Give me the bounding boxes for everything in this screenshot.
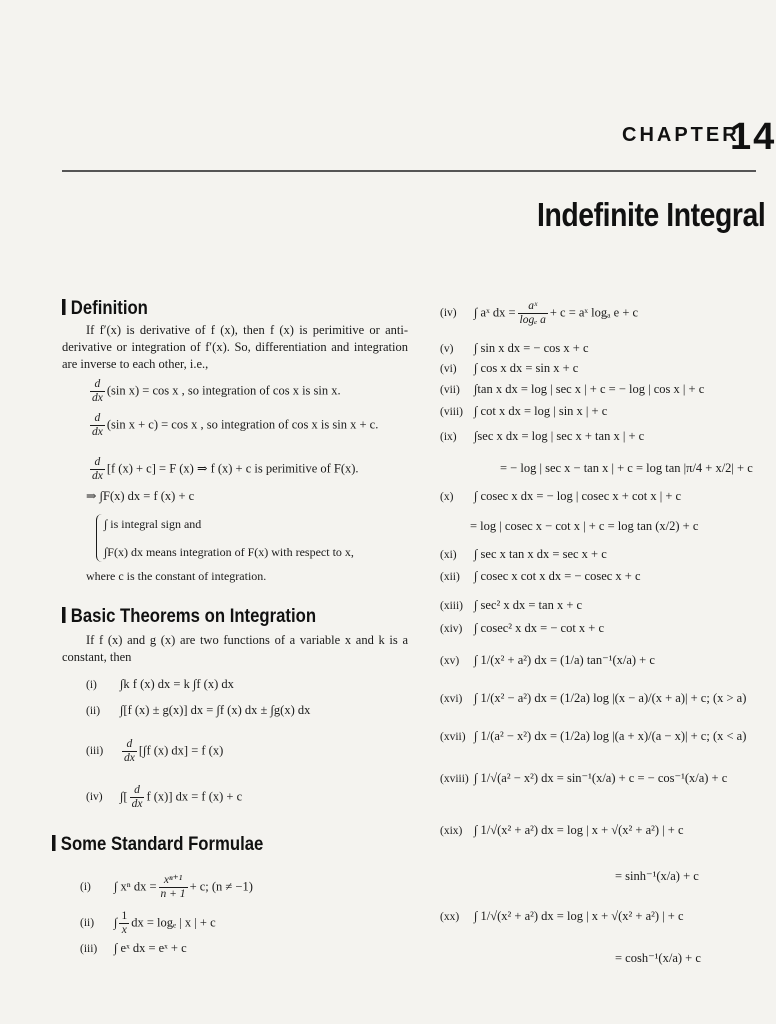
definition-example-1: $\frac{d}{dx}$ (sin x) = cos x , so integration of cos x is sin x. <box>92 378 341 404</box>
formula-item <box>615 868 699 884</box>
formula-item <box>440 908 684 925</box>
formula-item <box>440 546 607 563</box>
theorems-intro: If f (x) and g (x) are two functions of a variable x and k is a constant, then <box>62 633 408 664</box>
formula-text: ∫tan x dx = log | sec x | + c = − log | cos x | + c <box>474 382 705 396</box>
formula-text: = − log | sec x − tan x | + c = log tan |π/4 + x/2| + c <box>500 461 753 475</box>
formula-number: (v) <box>440 343 454 355</box>
formula-number: (xx) <box>440 911 460 923</box>
formula-text: ∫ 1/(a² − x²) dx = (1/2a) log |(a + x)/(a − x)| + c; (x < a) <box>474 729 747 743</box>
section-marker <box>62 607 66 623</box>
formula-text: ∫ sec² x dx = tan x + c <box>474 598 583 612</box>
formula-item <box>615 950 701 966</box>
theorem-item: (iv) ∫[ $\frac{d}{dx}$ f (x)] dx = f (x) + c <box>86 784 243 810</box>
formula-item <box>440 690 746 707</box>
formula-item <box>440 381 704 398</box>
formula-text: = sinh⁻¹(x/a) + c <box>615 869 699 883</box>
formula-text: ∫ 1/(x² − a²) dx = (1/2a) log |(x − a)/(x + a)| + c; (x > a) <box>474 691 747 705</box>
formula-text: ∫ cosec x cot x dx = − cosec x + c <box>474 569 641 583</box>
formula-item: (iv) ∫ aˣ dx = $\frac{\text{aˣ}}{\text{logₑ a}}$ + c = aˣ logₐ e + c <box>440 300 639 326</box>
formula-text: ∫ 1/√(x² + a²) dx = log | x + √(x² + a²) | + c <box>474 909 684 923</box>
formula-number: (xv) <box>440 655 460 667</box>
theorem-item: (ii) ∫[f (x) ± g(x)] dx = ∫f (x) dx ± ∫g(x) dx <box>86 703 311 717</box>
formula-item <box>440 428 644 445</box>
formula-item <box>440 728 746 745</box>
formula-text: ∫ 1/√(a² − x²) dx = sin⁻¹(x/a) + c = − cos⁻¹(x/a) + c <box>474 771 728 785</box>
definition-paragraph: If f′(x) is derivative of f (x), then f (x) is perimitive or anti-derivative or integration of f′(x). So, differentiation and integration are inverse to each other, i.e., <box>62 323 408 371</box>
chapter-number: 14 <box>730 116 776 158</box>
brace-line-2: ∫F(x) dx means integration of F(x) with respect to x, <box>104 545 354 559</box>
formula-number: (xviii) <box>440 773 469 785</box>
header-rule <box>62 170 756 172</box>
formula-text: = log | cosec x − cot x | + c = log tan (x/2) + c <box>470 519 699 533</box>
formula-number: (ix) <box>440 431 457 443</box>
formula-text: ∫sec x dx = log | sec x + tan x | + c <box>474 429 645 443</box>
formula-item <box>440 568 641 585</box>
brace-line-1: ∫ is integral sign and <box>104 517 202 531</box>
formula-text: = cosh⁻¹(x/a) + c <box>615 951 701 965</box>
formula-text: ∫ cot x dx = log | sin x | + c <box>474 404 608 418</box>
brace-symbol <box>96 514 103 562</box>
formula-item <box>440 652 655 669</box>
formula-text: ∫ 1/(x² + a²) dx = (1/a) tan⁻¹(x/a) + c <box>474 653 655 667</box>
formula-number: (vii) <box>440 384 460 396</box>
standard-item: (ii) ∫ $\frac{1}{x}$ dx = logₑ | x | + c <box>80 910 216 936</box>
formula-number: (vi) <box>440 363 457 375</box>
formula-number: (xvi) <box>440 693 463 705</box>
formula-text: ∫ cosec x dx = − log | cosec x + cot x | + c <box>474 489 682 503</box>
theorem-item: (iii) $\frac{d}{dx}$ [∫f (x) dx] = f (x) <box>86 738 224 764</box>
where-line: where c is the constant of integration. <box>86 569 267 583</box>
formula-number: (xvii) <box>440 731 466 743</box>
chapter-label: CHAPTER <box>622 124 740 146</box>
implies-line: ⇒ ∫F(x) dx = f (x) + c <box>86 489 195 503</box>
formula-text: ∫ 1/√(x² + a²) dx = log | x + √(x² + a²) | + c <box>474 823 684 837</box>
formula-text: ∫ sec x tan x dx = sec x + c <box>474 547 607 561</box>
standard-item: (iii) ∫ eˣ dx = eˣ + c <box>80 941 187 955</box>
definition-example-3: $\frac{d}{dx}$ [f (x) + c] = F (x) ⇒ f (x) + c is perimitive of F(x). <box>92 456 359 482</box>
formula-item <box>440 770 727 787</box>
formula-number: (xiv) <box>440 623 463 635</box>
standard-heading: Some Standard Formulae <box>52 834 263 856</box>
formula-item <box>440 822 684 839</box>
theorems-heading: Basic Theorems on Integration <box>62 606 316 628</box>
formula-item <box>440 403 607 420</box>
definition-heading: Definition <box>62 298 148 320</box>
formula-number: (viii) <box>440 406 463 418</box>
formula-item <box>440 597 582 614</box>
formula-number: (xi) <box>440 549 457 561</box>
formula-item <box>470 518 698 534</box>
formula-number: (x) <box>440 491 454 503</box>
formula-item <box>440 360 578 377</box>
formula-item <box>440 488 681 505</box>
definition-example-2: $\frac{d}{dx}$ (sin x + c) = cos x , so integration of cos x is sin x + c. <box>92 412 379 438</box>
formula-text: ∫ cosec² x dx = − cot x + c <box>474 621 605 635</box>
standard-item: (i) ∫ xⁿ dx = $\frac{\text{xⁿ⁺¹}}{n + 1}$ + c; (n ≠ −1) <box>80 874 253 900</box>
formula-item <box>500 460 753 476</box>
section-marker <box>52 835 56 851</box>
formula-number: (xii) <box>440 571 460 583</box>
formula-item <box>440 340 589 357</box>
chapter-title: Indefinite Integral <box>537 196 766 233</box>
formula-number: (xix) <box>440 825 463 837</box>
section-marker <box>62 299 66 315</box>
formula-item <box>440 620 604 637</box>
formula-text: ∫ sin x dx = − cos x + c <box>474 341 589 355</box>
formula-number: (xiii) <box>440 600 463 612</box>
formula-text: ∫ cos x dx = sin x + c <box>474 361 579 375</box>
theorem-item: (i) ∫k f (x) dx = k ∫f (x) dx <box>86 677 234 691</box>
